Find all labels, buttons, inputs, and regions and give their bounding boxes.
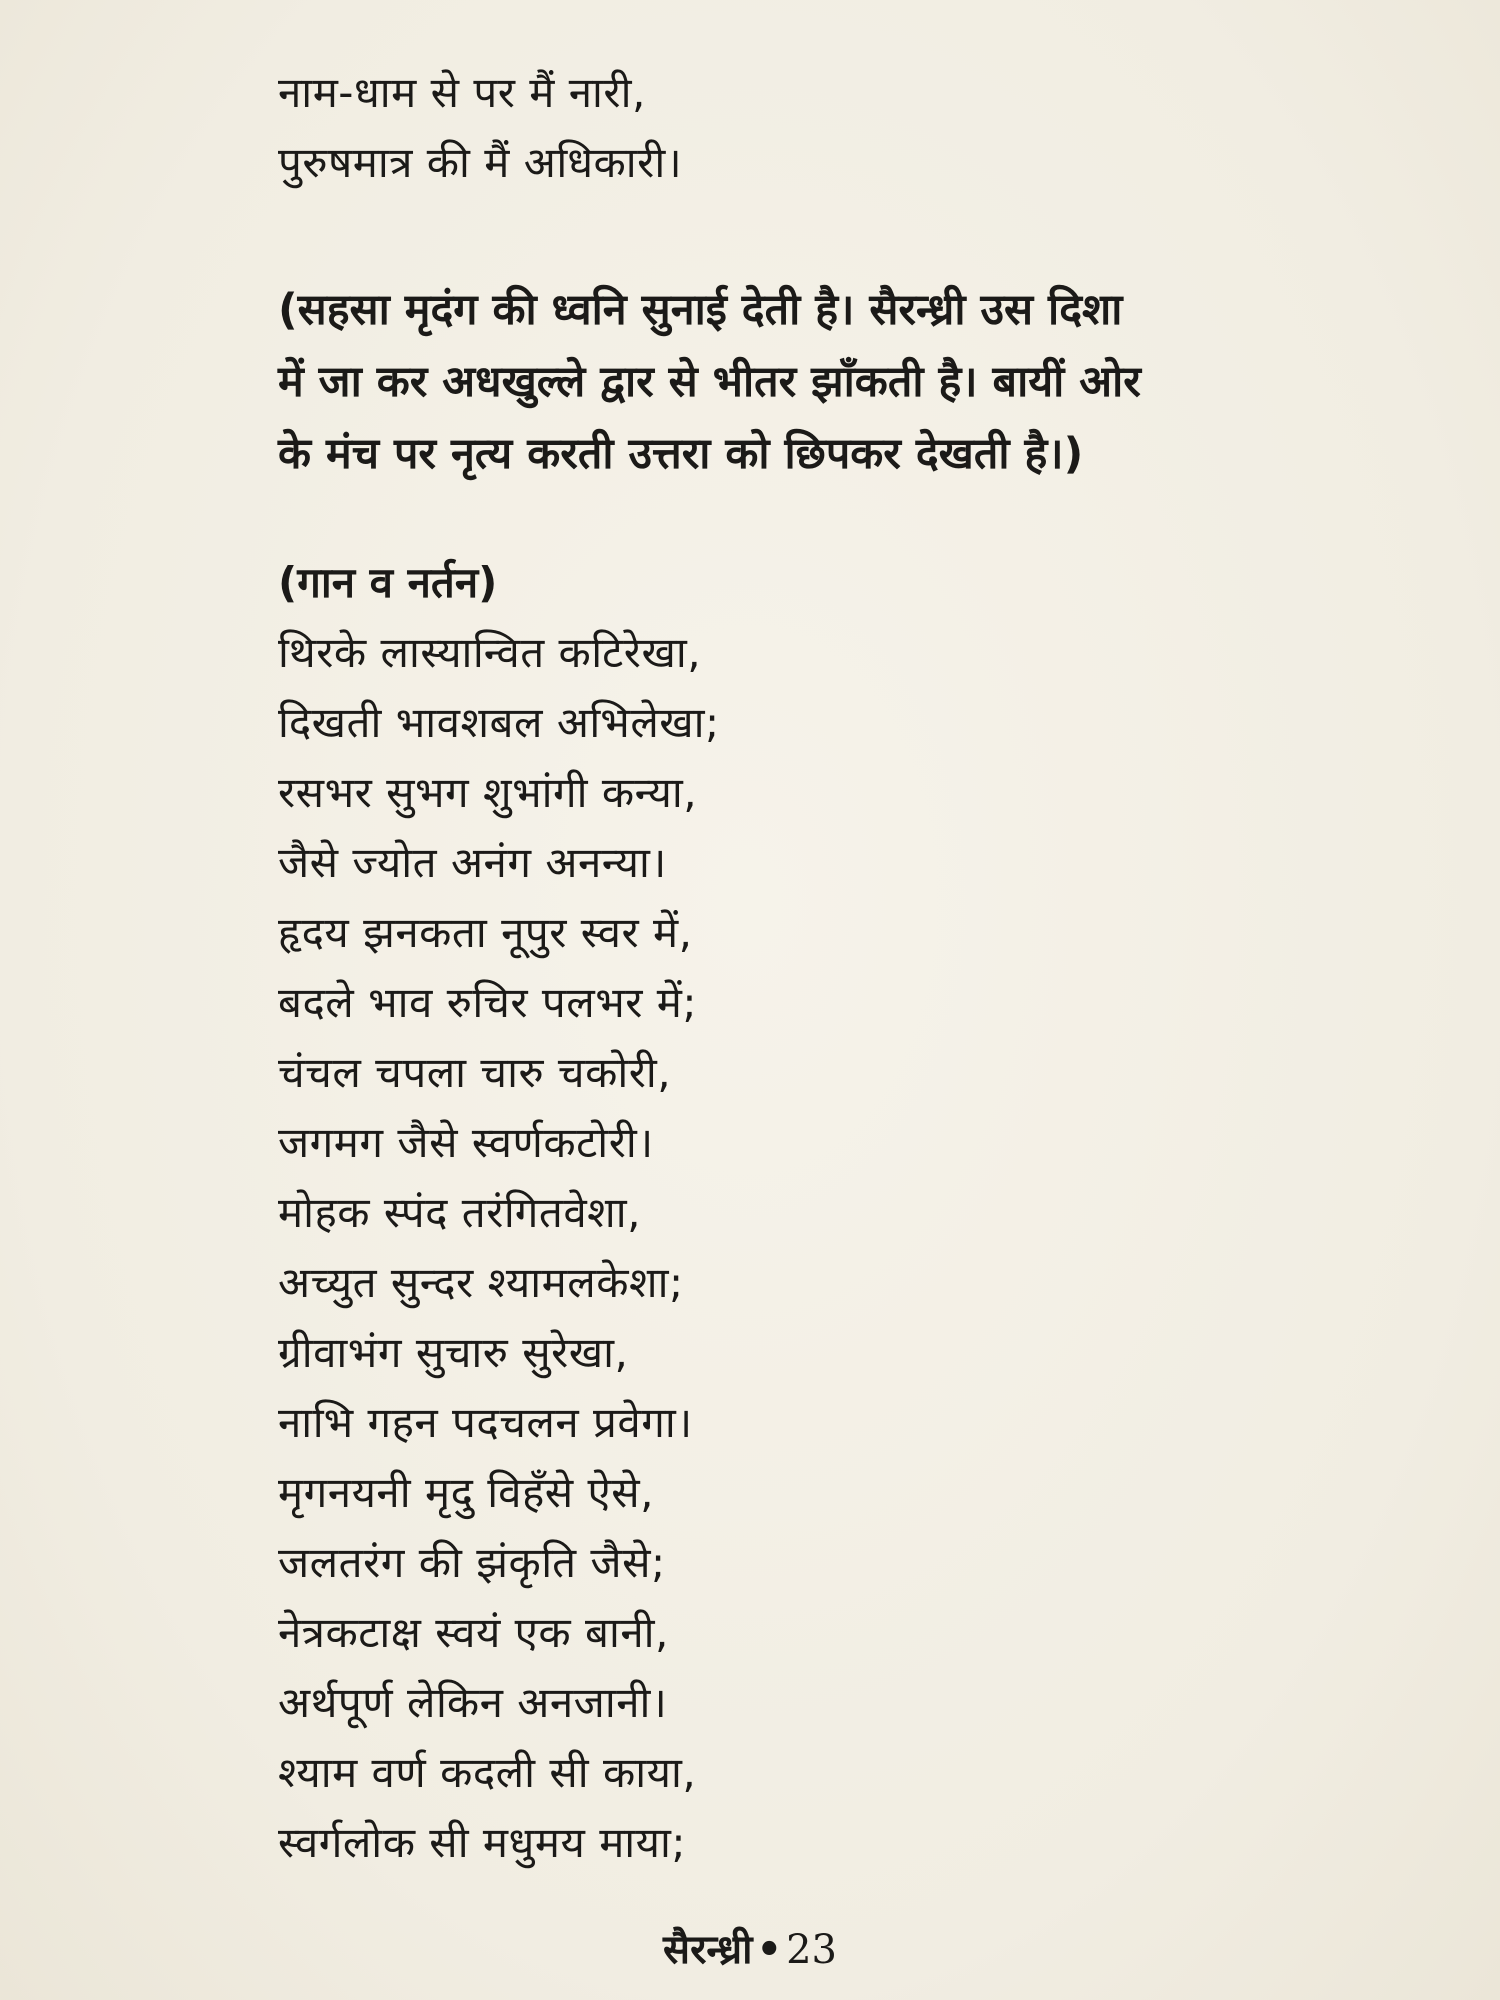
verse-line: रसभर सुभग शुभांगी कन्या, (278, 768, 698, 817)
stage-direction-line: के मंच पर नृत्य करती उत्तरा को छिपकर देखती है।) (278, 429, 1084, 479)
book-title: सैरन्ध्री (663, 1927, 753, 1973)
stage-direction-line: (सहसा मृदंग की ध्वनि सुनाई देती है। सैरन्ध्री उस दिशा (278, 285, 1123, 335)
verse-line: दिखती भावशबल अभिलेखा; (278, 698, 720, 747)
stage-direction-line: में जा कर अधखुल्ले द्वार से भीतर झाँकती है। बायीं ओर (278, 357, 1141, 407)
verse-line: स्वर्गलोक सी मधुमय माया; (278, 1818, 687, 1867)
verse-line: ग्रीवाभंग सुचारु सुरेखा, (278, 1328, 629, 1377)
verse-line: नाभि गहन पदचलन प्रवेगा। (278, 1398, 693, 1447)
page-footer (0, 1920, 1500, 1975)
verse-line: थिरके लास्यान्वित कटिरेखा, (278, 628, 702, 677)
verse-line: जगमग जैसे स्वर्णकटोरी। (278, 1118, 654, 1167)
verse-line: अर्थपूर्ण लेकिन अनजानी। (278, 1678, 668, 1727)
verse-line: अच्युत सुन्दर श्यामलकेशा; (278, 1258, 684, 1307)
stage-direction (278, 274, 1358, 490)
verse-line: नेत्रकटाक्ष स्वयं एक बानी, (278, 1608, 669, 1657)
footer-separator: • (756, 1927, 783, 1973)
intro-verse (278, 58, 1358, 198)
verse-line: हृदय झनकता नूपुर स्वर में, (278, 908, 693, 957)
song-section (278, 548, 1358, 1878)
page-number: 23 (786, 1927, 837, 1973)
verse-line: मृगनयनी मृदु विहँसे ऐसे, (278, 1468, 654, 1517)
song-heading: (गान व नर्तन) (278, 558, 498, 607)
verse-line: श्याम वर्ण कदली सी काया, (278, 1748, 697, 1797)
verse-line: पुरुषमात्र की मैं अधिकारी। (278, 138, 683, 187)
verse-line: नाम-धाम से पर मैं नारी, (278, 68, 646, 117)
verse-line: मोहक स्पंद तरंगितवेशा, (278, 1188, 641, 1237)
verse-line: बदले भाव रुचिर पलभर में; (278, 978, 698, 1027)
verse-line: चंचल चपला चारु चकोरी, (278, 1048, 672, 1097)
verse-line: जलतरंग की झंकृति जैसे; (278, 1538, 666, 1587)
verse-line: जैसे ज्योत अनंग अनन्या। (278, 838, 667, 887)
